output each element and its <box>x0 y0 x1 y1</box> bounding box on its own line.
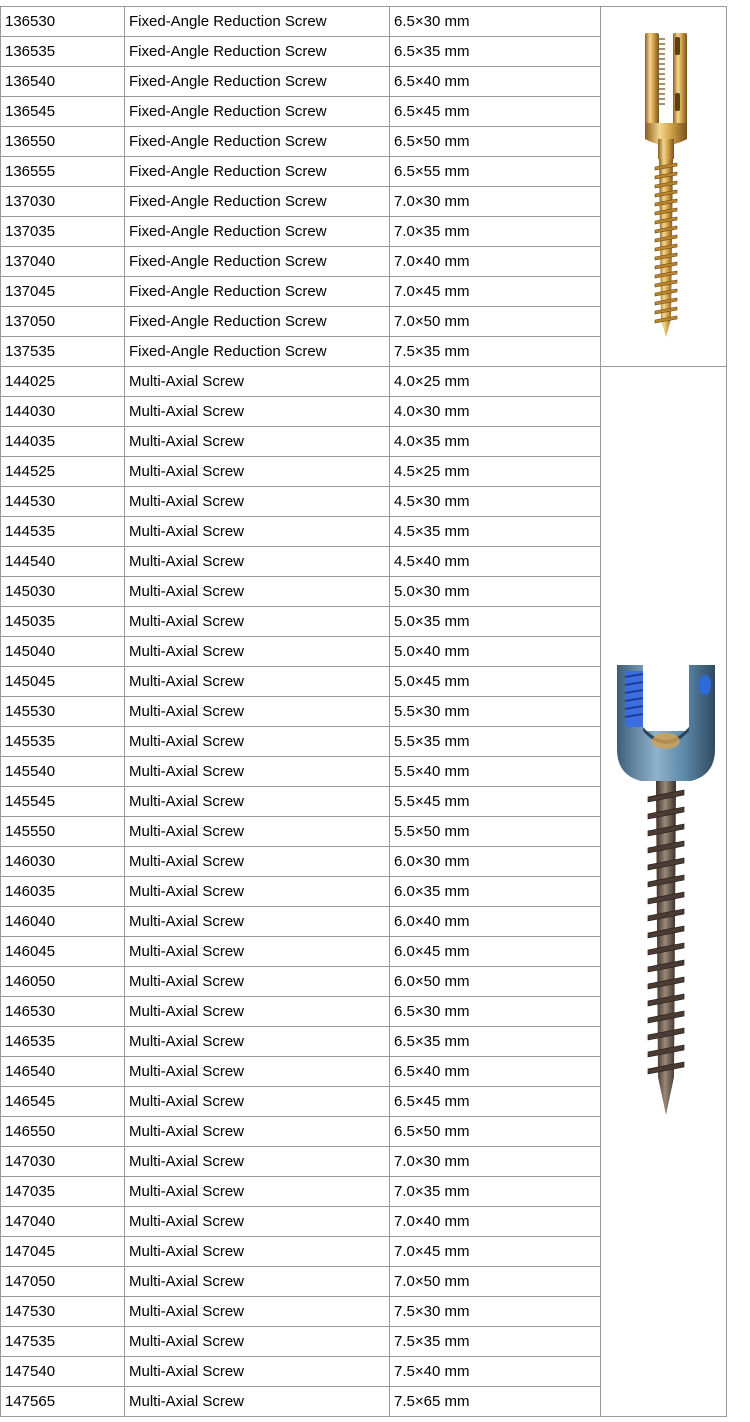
product-code-cell: 147565 <box>1 1387 125 1417</box>
product-size-cell: 4.0×30 mm <box>390 397 601 427</box>
product-name-cell: Multi-Axial Screw <box>125 1207 390 1237</box>
product-image-cell <box>601 367 727 1417</box>
product-size-cell: 6.0×50 mm <box>390 967 601 997</box>
product-name-cell: Fixed-Angle Reduction Screw <box>125 277 390 307</box>
product-code-cell: 146050 <box>1 967 125 997</box>
product-size-cell: 7.0×30 mm <box>390 187 601 217</box>
product-code-cell: 144035 <box>1 427 125 457</box>
product-size-cell: 6.5×30 mm <box>390 7 601 37</box>
product-code-cell: 136530 <box>1 7 125 37</box>
product-code-cell: 136545 <box>1 97 125 127</box>
product-name-cell: Multi-Axial Screw <box>125 667 390 697</box>
product-name-cell: Multi-Axial Screw <box>125 1147 390 1177</box>
product-size-cell: 4.5×25 mm <box>390 457 601 487</box>
product-size-cell: 5.5×35 mm <box>390 727 601 757</box>
product-code-cell: 137040 <box>1 247 125 277</box>
product-size-cell: 6.0×45 mm <box>390 937 601 967</box>
product-code-cell: 136535 <box>1 37 125 67</box>
product-name-cell: Fixed-Angle Reduction Screw <box>125 187 390 217</box>
product-name-cell: Multi-Axial Screw <box>125 1177 390 1207</box>
product-name-cell: Multi-Axial Screw <box>125 877 390 907</box>
product-name-cell: Multi-Axial Screw <box>125 457 390 487</box>
fixed-angle-reduction-screw-image <box>631 27 701 347</box>
product-name-cell: Multi-Axial Screw <box>125 547 390 577</box>
product-name-cell: Multi-Axial Screw <box>125 607 390 637</box>
product-name-cell: Multi-Axial Screw <box>125 1087 390 1117</box>
product-name-cell: Multi-Axial Screw <box>125 1387 390 1417</box>
product-code-cell: 145535 <box>1 727 125 757</box>
product-name-cell: Fixed-Angle Reduction Screw <box>125 7 390 37</box>
product-name-cell: Multi-Axial Screw <box>125 817 390 847</box>
product-size-cell: 7.0×45 mm <box>390 1237 601 1267</box>
product-code-cell: 146040 <box>1 907 125 937</box>
product-size-cell: 7.0×30 mm <box>390 1147 601 1177</box>
product-size-cell: 7.0×40 mm <box>390 1207 601 1237</box>
product-size-cell: 6.5×35 mm <box>390 37 601 67</box>
product-code-cell: 137030 <box>1 187 125 217</box>
product-name-cell: Fixed-Angle Reduction Screw <box>125 157 390 187</box>
product-code-cell: 136540 <box>1 67 125 97</box>
product-name-cell: Fixed-Angle Reduction Screw <box>125 127 390 157</box>
product-code-cell: 146045 <box>1 937 125 967</box>
product-size-cell: 6.0×30 mm <box>390 847 601 877</box>
product-code-cell: 145040 <box>1 637 125 667</box>
product-size-cell: 6.5×45 mm <box>390 97 601 127</box>
product-code-cell: 145550 <box>1 817 125 847</box>
product-name-cell: Fixed-Angle Reduction Screw <box>125 97 390 127</box>
product-size-cell: 6.5×40 mm <box>390 67 601 97</box>
product-code-cell: 144540 <box>1 547 125 577</box>
table-row <box>1 367 727 397</box>
product-size-cell: 6.5×35 mm <box>390 1027 601 1057</box>
product-name-cell: Multi-Axial Screw <box>125 907 390 937</box>
product-name-cell: Multi-Axial Screw <box>125 997 390 1027</box>
product-name-cell: Multi-Axial Screw <box>125 1267 390 1297</box>
product-code-cell: 146540 <box>1 1057 125 1087</box>
product-size-cell: 6.5×50 mm <box>390 1117 601 1147</box>
product-size-cell: 7.5×35 mm <box>390 337 601 367</box>
product-size-cell: 7.0×35 mm <box>390 217 601 247</box>
product-name-cell: Multi-Axial Screw <box>125 847 390 877</box>
product-code-cell: 136555 <box>1 157 125 187</box>
product-code-cell: 145035 <box>1 607 125 637</box>
product-size-cell: 5.0×30 mm <box>390 577 601 607</box>
product-name-cell: Multi-Axial Screw <box>125 1057 390 1087</box>
product-size-cell: 7.0×50 mm <box>390 307 601 337</box>
product-size-cell: 5.0×40 mm <box>390 637 601 667</box>
product-size-cell: 7.5×35 mm <box>390 1327 601 1357</box>
product-code-cell: 145540 <box>1 757 125 787</box>
product-code-cell: 146545 <box>1 1087 125 1117</box>
product-code-cell: 136550 <box>1 127 125 157</box>
product-name-cell: Multi-Axial Screw <box>125 757 390 787</box>
product-table <box>0 6 727 1417</box>
product-name-cell: Multi-Axial Screw <box>125 517 390 547</box>
product-name-cell: Multi-Axial Screw <box>125 1237 390 1267</box>
product-name-cell: Multi-Axial Screw <box>125 1117 390 1147</box>
product-code-cell: 144535 <box>1 517 125 547</box>
product-size-cell: 7.5×40 mm <box>390 1357 601 1387</box>
product-name-cell: Multi-Axial Screw <box>125 1027 390 1057</box>
product-size-cell: 7.5×30 mm <box>390 1297 601 1327</box>
product-code-cell: 144530 <box>1 487 125 517</box>
product-name-cell: Multi-Axial Screw <box>125 787 390 817</box>
product-code-cell: 137045 <box>1 277 125 307</box>
product-name-cell: Multi-Axial Screw <box>125 1297 390 1327</box>
product-size-cell: 7.5×65 mm <box>390 1387 601 1417</box>
product-name-cell: Multi-Axial Screw <box>125 487 390 517</box>
product-name-cell: Multi-Axial Screw <box>125 577 390 607</box>
product-code-cell: 137035 <box>1 217 125 247</box>
product-size-cell: 4.0×35 mm <box>390 427 601 457</box>
product-code-cell: 147035 <box>1 1177 125 1207</box>
product-code-cell: 147535 <box>1 1327 125 1357</box>
table-row <box>1 7 727 37</box>
product-code-cell: 145030 <box>1 577 125 607</box>
product-name-cell: Fixed-Angle Reduction Screw <box>125 67 390 97</box>
product-size-cell: 6.0×35 mm <box>390 877 601 907</box>
product-size-cell: 4.0×25 mm <box>390 367 601 397</box>
product-code-cell: 145530 <box>1 697 125 727</box>
product-code-cell: 146550 <box>1 1117 125 1147</box>
multi-axial-screw-image <box>611 657 721 1127</box>
product-code-cell: 145045 <box>1 667 125 697</box>
product-code-cell: 145545 <box>1 787 125 817</box>
product-code-cell: 144030 <box>1 397 125 427</box>
product-code-cell: 146035 <box>1 877 125 907</box>
product-size-cell: 5.5×30 mm <box>390 697 601 727</box>
product-code-cell: 137535 <box>1 337 125 367</box>
product-name-cell: Fixed-Angle Reduction Screw <box>125 37 390 67</box>
product-size-cell: 6.5×30 mm <box>390 997 601 1027</box>
product-name-cell: Multi-Axial Screw <box>125 697 390 727</box>
product-size-cell: 6.0×40 mm <box>390 907 601 937</box>
product-size-cell: 4.5×30 mm <box>390 487 601 517</box>
product-size-cell: 7.0×35 mm <box>390 1177 601 1207</box>
product-size-cell: 6.5×45 mm <box>390 1087 601 1117</box>
product-name-cell: Fixed-Angle Reduction Screw <box>125 307 390 337</box>
product-size-cell: 7.0×40 mm <box>390 247 601 277</box>
product-size-cell: 5.0×45 mm <box>390 667 601 697</box>
product-size-cell: 6.5×50 mm <box>390 127 601 157</box>
product-code-cell: 146030 <box>1 847 125 877</box>
product-name-cell: Multi-Axial Screw <box>125 937 390 967</box>
product-code-cell: 147030 <box>1 1147 125 1177</box>
product-code-cell: 147530 <box>1 1297 125 1327</box>
product-size-cell: 5.5×50 mm <box>390 817 601 847</box>
product-name-cell: Multi-Axial Screw <box>125 727 390 757</box>
product-size-cell: 5.5×40 mm <box>390 757 601 787</box>
product-code-cell: 144025 <box>1 367 125 397</box>
product-size-cell: 5.0×35 mm <box>390 607 601 637</box>
product-code-cell: 144525 <box>1 457 125 487</box>
product-code-cell: 137050 <box>1 307 125 337</box>
product-size-cell: 5.5×45 mm <box>390 787 601 817</box>
product-code-cell: 146530 <box>1 997 125 1027</box>
product-name-cell: Fixed-Angle Reduction Screw <box>125 247 390 277</box>
product-code-cell: 147040 <box>1 1207 125 1237</box>
product-name-cell: Multi-Axial Screw <box>125 1357 390 1387</box>
product-name-cell: Multi-Axial Screw <box>125 1327 390 1357</box>
product-name-cell: Multi-Axial Screw <box>125 397 390 427</box>
product-code-cell: 147045 <box>1 1237 125 1267</box>
product-code-cell: 146535 <box>1 1027 125 1057</box>
product-name-cell: Multi-Axial Screw <box>125 967 390 997</box>
product-name-cell: Fixed-Angle Reduction Screw <box>125 217 390 247</box>
product-size-cell: 6.5×55 mm <box>390 157 601 187</box>
product-size-cell: 6.5×40 mm <box>390 1057 601 1087</box>
product-size-cell: 7.0×45 mm <box>390 277 601 307</box>
product-size-cell: 4.5×40 mm <box>390 547 601 577</box>
product-size-cell: 4.5×35 mm <box>390 517 601 547</box>
product-size-cell: 7.0×50 mm <box>390 1267 601 1297</box>
product-name-cell: Multi-Axial Screw <box>125 427 390 457</box>
product-name-cell: Multi-Axial Screw <box>125 637 390 667</box>
product-table-body <box>1 7 727 1417</box>
product-code-cell: 147540 <box>1 1357 125 1387</box>
product-image-cell <box>601 7 727 367</box>
product-code-cell: 147050 <box>1 1267 125 1297</box>
product-name-cell: Multi-Axial Screw <box>125 367 390 397</box>
product-name-cell: Fixed-Angle Reduction Screw <box>125 337 390 367</box>
